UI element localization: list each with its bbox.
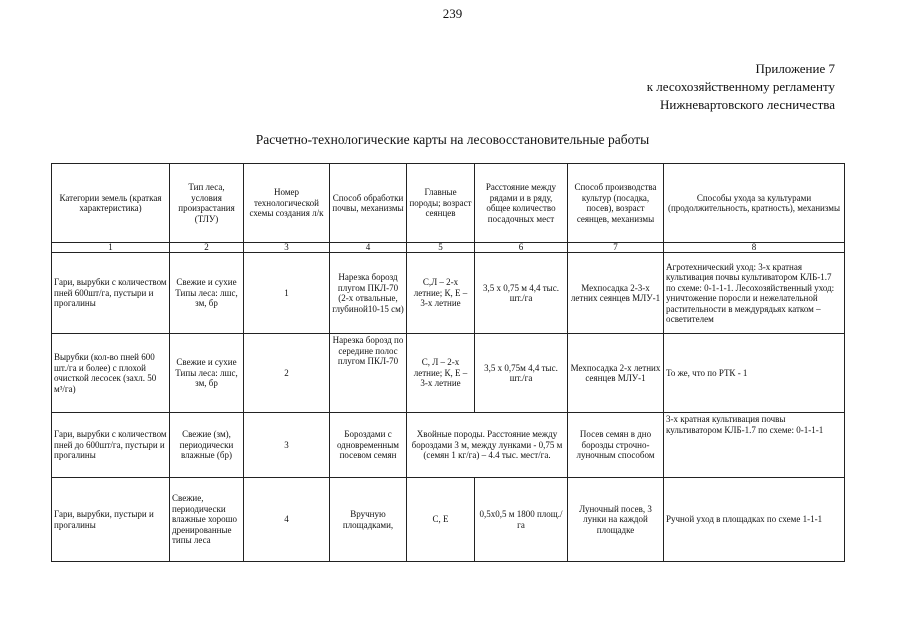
header-production-method: Способ производства культур (посадка, посев), возраст сеянцев, механизмы (568, 164, 664, 243)
technology-cards-table (51, 163, 845, 562)
table-row (52, 413, 845, 478)
cell-care-methods: 3-х кратная культивация почвы культиватором КЛБ-1.7 по схеме: 0-1-1-1 (664, 413, 845, 478)
cell-main-species: С, Е (407, 478, 475, 562)
cell-land-category: Гари, вырубки с количеством пней 600шт/га, пустыри и прогалины (52, 253, 170, 334)
appendix-line-3: Нижневартовского лесничества (660, 97, 835, 112)
cell-land-category: Гари, вырубки, пустыри и прогалины (52, 478, 170, 562)
column-number: 7 (568, 243, 664, 253)
column-number-row (52, 243, 845, 253)
cell-forest-type: Свежие, периодически влажные хорошо дренированные типы леса (170, 478, 244, 562)
header-spacing: Расстояние между рядами и в ряду, общее количество посадочных мест (475, 164, 568, 243)
cell-scheme-number: 3 (244, 413, 330, 478)
cell-soil-treatment: Вручную площадками, (330, 478, 407, 562)
appendix-line-1: Приложение 7 (755, 61, 835, 76)
cell-soil-treatment: Бороздами с одновременным посевом семян (330, 413, 407, 478)
cell-scheme-number: 2 (244, 334, 330, 413)
cell-species-and-spacing-merged: Хвойные породы. Расстояние между бороздами 3 м, между лунками - 0,75 м (семян 1 кг/га) – 4.4 тыс. мест/га. (407, 413, 568, 478)
document-title: Расчетно-технологические карты на лесовосстановительные работы (255, 132, 650, 147)
column-number: 5 (407, 243, 475, 253)
cell-forest-type: Свежие и сухие Типы леса: лшс, зм, бр (170, 334, 244, 413)
cell-production-method: Луночный посев, 3 лунки на каждой площадке (568, 478, 664, 562)
appendix-line-2: к лесохозяйственному регламенту (646, 79, 835, 94)
cell-soil-treatment: Нарезка борозд по середине полос плугом ПКЛ-70 (330, 334, 407, 413)
page-number: 239 (442, 6, 463, 21)
column-number: 3 (244, 243, 330, 253)
column-number: 6 (475, 243, 568, 253)
header-forest-type: Тип леса, условия произрастания (ТЛУ) (170, 164, 244, 243)
header-care-methods: Способы ухода за культурами (продолжительность, кратность), механизмы (664, 164, 845, 243)
column-number: 8 (664, 243, 845, 253)
cell-production-method: Посев семян в дно борозды строчно-луночным способом (568, 413, 664, 478)
table-header-row (52, 164, 845, 243)
cell-land-category: Гари, вырубки с количеством пней до 600шт/га, пустыри и прогалины (52, 413, 170, 478)
cell-spacing: 3,5 х 0,75м 4,4 тыс. шт./га (475, 334, 568, 413)
cell-soil-treatment: Нарезка борозд плугом ПКЛ-70 (2-х отвальные, глубиной10-15 см) (330, 253, 407, 334)
cell-care-methods: То же, что по РТК - 1 (664, 334, 845, 413)
header-land-category: Категории земель (краткая характеристика) (52, 164, 170, 243)
cell-land-category: Вырубки (кол-во пней 600 шт./га и более) с плохой очисткой лесосек (захл. 50 м³/га) (52, 334, 170, 413)
cell-production-method: Мехпосадка 2-х летних сеянцев МЛУ-1 (568, 334, 664, 413)
cell-spacing: 0,5х0,5 м 1800 площ./га (475, 478, 568, 562)
column-number: 1 (52, 243, 170, 253)
cell-scheme-number: 1 (244, 253, 330, 334)
header-main-species: Главные породы; возраст сеянцев (407, 164, 475, 243)
table-row (52, 478, 845, 562)
cell-main-species: С, Л – 2-х летние; К, Е – 3-х летние (407, 334, 475, 413)
cell-care-methods: Ручной уход в площадках по схеме 1-1-1 (664, 478, 845, 562)
column-number: 4 (330, 243, 407, 253)
column-number: 2 (170, 243, 244, 253)
cell-main-species: С,Л – 2-х летние; К, Е – 3-х летние (407, 253, 475, 334)
table-row (52, 334, 845, 413)
cell-scheme-number: 4 (244, 478, 330, 562)
header-scheme-number: Номер технологической схемы создания л/к (244, 164, 330, 243)
cell-production-method: Мехпосадка 2-3-х летних сеянцев МЛУ-1 (568, 253, 664, 334)
cell-forest-type: Свежие (зм), периодически влажные (бр) (170, 413, 244, 478)
cell-spacing: 3,5 х 0,75 м 4,4 тыс. шт./га (475, 253, 568, 334)
table-row (52, 253, 845, 334)
cell-forest-type: Свежие и сухие Типы леса: лшс, зм, бр (170, 253, 244, 334)
cell-care-methods: Агротехнический уход: 3-х кратная культивация почвы культиватором КЛБ-1.7 по схеме: 0-1-1-1. Лесохозяйственный уход: уничтожение поросли и нежелательной растительности в междурядьях катком – осветителем (664, 253, 845, 334)
header-soil-treatment: Способ обработки почвы, механизмы (330, 164, 407, 243)
